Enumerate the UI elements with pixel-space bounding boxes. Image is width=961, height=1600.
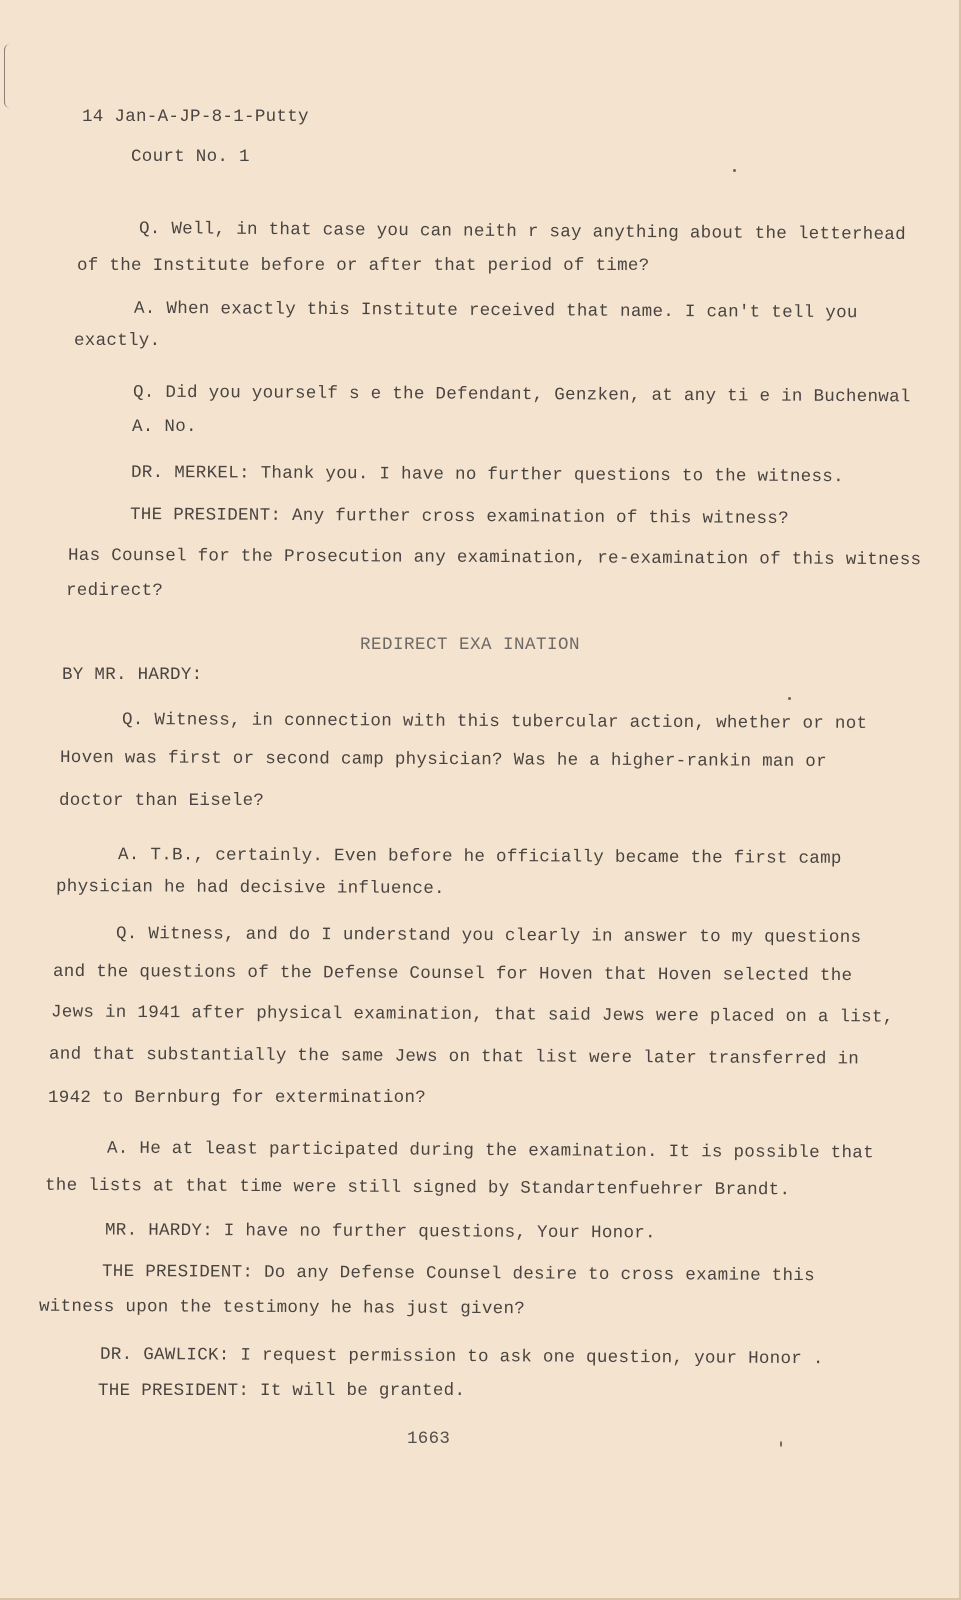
text-line: Hoven was first or second camp physician? Was he a higher-rankin man or (59, 747, 827, 773)
examiner-line: BY MR. HARDY: (62, 665, 203, 685)
paper-speck (788, 697, 791, 700)
text-line: 1942 to Bernburg for extermination? (48, 1088, 427, 1108)
text-line: Has Counsel for the Prosecution any examination, re-examination of this witness (67, 545, 922, 571)
section-heading: REDIRECT EXA INATION (360, 635, 581, 655)
page-number: 1663 (407, 1429, 451, 1449)
text-line: Q. Well, in that case you can neith r say anything about the letterhead (138, 218, 906, 246)
paper-speck (733, 169, 736, 172)
text-line: A. He at least participated during the examination. It is possible that (106, 1138, 874, 1164)
text-line: and that substantially the same Jews on that list were later transferred in (48, 1044, 860, 1070)
text-line: THE PRESIDENT: Any further cross examination of this witness? (129, 504, 789, 530)
text-line: A. When exactly this Institute received that name. I can't tell you (133, 298, 858, 324)
text-line: physician he had decisive influence. (55, 876, 445, 900)
text-line: redirect? (66, 581, 164, 601)
text-line: THE PRESIDENT: It will be granted. (98, 1381, 466, 1401)
text-line: exactly. (74, 331, 161, 351)
text-line: of the Institute before or after that period of time? (77, 256, 650, 276)
document-header-id: 14 Jan-A-JP-8-1-Putty (82, 107, 309, 127)
text-line: Q. Did you yourself s e the Defendant, Genzken, at any ti e in Buchenwal (132, 382, 911, 408)
text-line: Q. Witness, in connection with this tubercular action, whether or not (121, 710, 868, 734)
text-line: THE PRESIDENT: Do any Defense Counsel desire to cross examine this (101, 1261, 815, 1287)
court-label: Court No. 1 (131, 147, 250, 167)
text-line: Jews in 1941 after physical examination, that said Jews were placed on a list, (50, 1002, 894, 1028)
paper-speck (780, 1441, 782, 1447)
text-line: DR. GAWLICK: I request permission to ask one question, your Honor . (99, 1344, 824, 1370)
text-line: A. No. (132, 417, 197, 437)
binding-mark (4, 44, 11, 108)
text-line: DR. MERKEL: Thank you. I have no further questions to the witness. (130, 462, 844, 488)
text-line: and the questions of the Defense Counsel for Hoven that Hoven selected the (52, 961, 853, 987)
text-line: the lists at that time were still signed by Standartenfuehrer Brandt. (44, 1175, 791, 1201)
text-line: doctor than Eisele? (59, 791, 265, 811)
text-line: MR. HARDY: I have no further questions, Your Honor. (104, 1220, 656, 1244)
text-line: witness upon the testimony he has just given? (38, 1296, 526, 1320)
text-line: A. T.B., certainly. Even before he officially became the first camp (117, 845, 842, 869)
text-line: Q. Witness, and do I understand you clearly in answer to my questions (115, 924, 862, 948)
